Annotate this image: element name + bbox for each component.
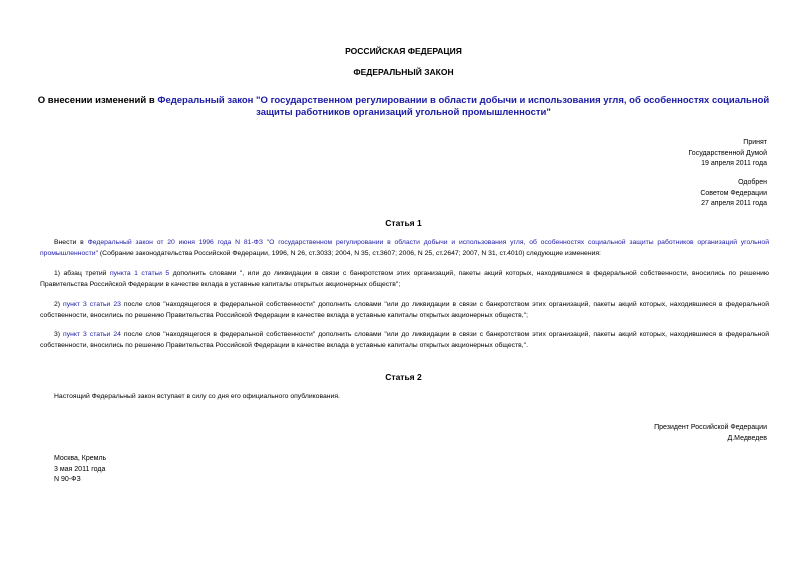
law-number: N 90-ФЗ: [54, 476, 81, 483]
title-law-link[interactable]: Федеральный закон "О государственном регулировании в области добычи и использования угля, об особенностях социальной защиты работников организаций угольной промышленности": [157, 95, 770, 118]
article1-item3: [40, 330, 769, 351]
article1-item1: [40, 269, 769, 290]
place-date-block: [54, 454, 106, 486]
article2-text: Настоящий Федеральный закон вступает в силу со дня его официального опубликования.: [54, 393, 340, 400]
article2-heading: Статья 2: [385, 372, 422, 382]
signature-name: Д.Медведев: [727, 434, 767, 442]
article1-heading: Статья 1: [385, 218, 422, 228]
signature-block: [654, 423, 767, 444]
intro-law-link[interactable]: Федеральный закон от 20 июня 1996 года N 81-ФЗ "О государственном регулировании в области добычи и использования угля, об особенностях социальной защиты работников организаций угольной промышленности": [40, 239, 769, 257]
item3-suffix: после слов "находящегося в федеральной собственности" дополнить словами "или до ликвидации в связи с банкротством этих организаций, пакеты акций которых, находившиеся в федеральной собственности, вносились по решению Правительства Российской Федерации в качестве вклада в уставные капиталы открытых акционерных обществ,".: [40, 331, 769, 349]
approved-label: Одобрен: [738, 179, 767, 186]
accepted-label: Принят: [743, 139, 767, 146]
item3-prefix: 3): [54, 331, 64, 338]
adoption-council: [700, 178, 767, 210]
item1-link[interactable]: пункта 1 статьи 5: [109, 270, 170, 277]
duma-date: 19 апреля 2011 года: [701, 160, 767, 167]
signature-position: Президент Российской Федерации: [654, 424, 767, 431]
item1-prefix: 1) абзац третий: [54, 270, 110, 277]
item2-link[interactable]: пункт 3 статьи 23: [63, 301, 121, 308]
item2-prefix: 2): [54, 301, 64, 308]
law-title: [30, 95, 777, 119]
country-heading: РОССИЙСКАЯ ФЕДЕРАЦИЯ: [345, 46, 462, 56]
item2-suffix: после слов "находящегося в федеральной собственности" дополнить словами "или до ликвидации в связи с банкротством этих организаций, пакеты акций которых, находившиеся в федеральной собственности, вносились по решению Правительства Российской Федерации в качестве вклада в уставные капиталы открытых акционерных обществ,";: [40, 301, 769, 319]
intro-suffix: (Собрание законодательства Российской Федерации, 1996, N 26, ст.3033; 2004, N 35, ст.3607; 2006, N 25, ст.2647; 2007, N 31, ст.4010) следующие изменения:: [98, 249, 601, 257]
place-date: 3 мая 2011 года: [54, 465, 106, 473]
article1-item2: [40, 300, 769, 321]
title-prefix: О внесении изменений в: [37, 95, 158, 106]
adoption-duma: [688, 138, 767, 170]
duma-label: Государственной Думой: [688, 149, 767, 157]
item1-suffix: дополнить словами ", или до ликвидации в связи с банкротством этих организаций, пакеты акций которых, находившиеся в федеральной собственности, вносились по решению Правительства Российской Федерации в качестве вклада в уставные капиталы открытых акционерных обществ";: [40, 270, 769, 288]
item3-link[interactable]: пункт 3 статьи 24: [63, 331, 121, 338]
article1-intro: [40, 238, 769, 259]
place-city: Москва, Кремль: [54, 455, 107, 462]
council-label: Советом Федерации: [700, 189, 767, 197]
intro-prefix: Внести в: [54, 239, 88, 246]
law-type-heading: ФЕДЕРАЛЬНЫЙ ЗАКОН: [353, 67, 454, 77]
council-date: 27 апреля 2011 года: [701, 200, 767, 207]
